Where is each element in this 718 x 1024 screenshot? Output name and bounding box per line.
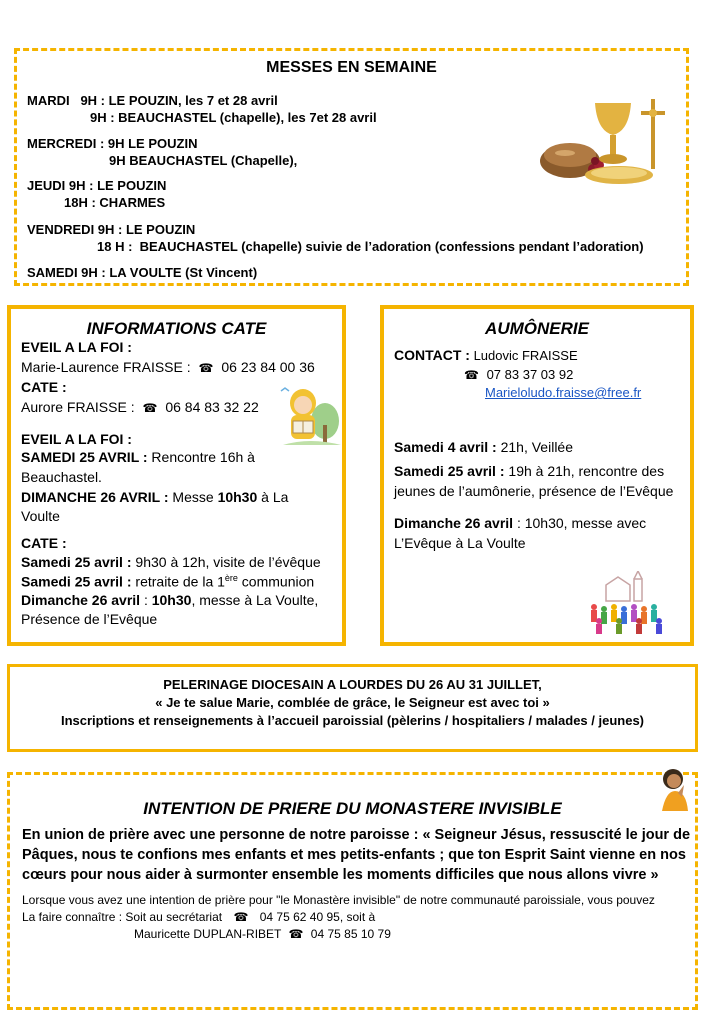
aumonerie-s25-text2: jeunes de l’aumônerie, présence de l’Evêque [394,483,674,499]
aumonerie-title: AUMÔNERIE [485,319,589,338]
aumonerie-d26-text2: L’Evêque à La Voulte [394,535,526,551]
aumonerie-contact-row [394,347,578,363]
jeudi-line-1: JEUDI 9H : LE POUZIN [27,178,167,193]
aumonerie-box [380,305,694,646]
mardi-line-1: MARDI 9H : LE POUZIN, les 7 et 28 avril [27,93,278,108]
cate-dimanche26-place2: Voulte [21,508,60,524]
aumonerie-phone: 07 83 37 03 92 [486,367,574,382]
cate-cate-label: CATE : [21,379,67,395]
cate-eveil-contact-row [21,359,315,375]
cate-samedi25-text: Rencontre 16h à [147,449,255,465]
aumonerie-s25-text: 19h à 21h, rencontre des [504,463,665,479]
cate-samedi25-row [21,449,255,465]
aumonerie-s4-row [394,439,573,455]
intention-box [7,772,698,1010]
intention-small-text-2: La faire connaître : Soit au secrétariat [22,910,223,924]
cate-d26-text: , messe à La Voulte, [191,592,319,608]
cate-eveil-phone: 06 23 84 00 36 [221,359,315,375]
child-reading-illustration [275,381,345,449]
cate-eveil-contact: Marie-Laurence FRAISSE : [21,359,191,375]
praying-child-illustration [658,767,692,813]
crowd-church-illustration [586,571,668,635]
aumonerie-s25-row [394,463,664,479]
phone-icon: ☎ [233,910,249,924]
eucharist-illustration [535,91,675,191]
cate-cate-phone: 06 84 83 32 22 [165,399,259,415]
aumonerie-d26-label: Dimanche 26 avril [394,515,514,531]
cate-d26-text2: Présence de l’Evêque [21,611,158,627]
aumonerie-d26-row [394,515,646,531]
mercredi-line-1: MERCREDI : 9H LE POUZIN [27,136,198,151]
pelerinage-box [7,664,698,752]
phone-icon: ☎ [288,927,304,941]
phone-icon: ☎ [198,361,214,375]
mercredi-line-2: 9H BEAUCHASTEL (Chapelle), [109,153,298,168]
cate-s25b-text: retraite de la 1 [131,573,225,590]
cate-dimanche26-label: DIMANCHE 26 AVRIL : [21,489,169,505]
phone-icon: ☎ [142,401,158,415]
aumonerie-contact-label: CONTACT : [394,347,470,363]
intention-para-line-1: En union de prière avec une personne de notre paroisse : « Seigneur Jésus, ressuscité le jour de [22,827,691,843]
intention-small-name-3: Mauricette DUPLAN-RIBET [134,927,282,941]
aumonerie-s25-label: Samedi 25 avril : [394,463,505,479]
vendredi-line-2: 18 H : BEAUCHASTEL (chapelle) suivie de l’adoration (confessions pendant l’adoration) [97,239,644,254]
intention-small-line-3 [134,927,391,941]
cate-cate-contact-row [21,399,259,415]
cate-s25a-label: Samedi 25 avril : [21,554,132,570]
mardi-line-2: 9H : BEAUCHASTEL (chapelle), les 7et 28 avril [90,110,377,125]
cate-s25b-label: Samedi 25 avril : [21,573,132,590]
intention-para-line-3: cœurs pour nous aider à surmonter ensemble les moments difficiles que nous allons vivre » [22,867,659,883]
aumonerie-s4-text: 21h, Veillée [496,439,574,455]
cate-s25b-row [21,573,314,590]
cate-samedi25-label: SAMEDI 25 AVRIL : [21,449,148,465]
cate-d26-row [21,592,318,608]
intention-small-phone-2: 04 75 62 40 95, soit à [259,910,376,924]
pelerinage-line-2: « Je te salue Marie, comblée de grâce, le Seigneur est avec toi » [155,695,550,710]
aumonerie-s4-label: Samedi 4 avril : [394,439,497,455]
cate-d26-time: 10h30 [151,592,192,608]
intention-small-line-1: Lorsque vous avez une intention de prière pour "le Monastère invisible" de notre communauté paroissiale, vous pouvez [22,893,655,907]
intention-title: INTENTION DE PRIERE DU MONASTERE INVISIBLE [143,799,562,818]
samedi-line: SAMEDI 9H : LA VOULTE (St Vincent) [27,265,258,280]
intention-small-phone-3: 04 75 85 10 79 [310,927,391,941]
cate-samedi25-text2: Beauchastel. [21,469,102,485]
pelerinage-line-1: PELERINAGE DIOCESAIN A LOURDES DU 26 AU 31 JUILLET, [163,677,542,692]
cate-s25a-text: 9h30 à 12h, visite de l’évêque [131,554,321,570]
messes-title: MESSES EN SEMAINE [266,59,437,76]
cate-cate2-label: CATE : [21,535,67,551]
cate-s25a-row [21,554,321,570]
aumonerie-email-link[interactable]: Marieloludo.fraisse@free.fr [485,385,642,400]
cate-box [7,305,346,646]
cate-d26-label: Dimanche 26 avril [21,592,141,608]
cate-cate-contact: Aurore FRAISSE : [21,399,135,415]
aumonerie-d26-text: : 10h30, messe avec [513,515,647,531]
cate-s25b-sup: ère [224,573,238,583]
aumonerie-phone-row [460,367,573,382]
messes-box [14,48,689,286]
cate-title: INFORMATIONS CATE [86,319,267,338]
cate-dimanche26-row [21,489,288,505]
pelerinage-line-3: Inscriptions et renseignements à l’accueil paroissial (pèlerins / hospitaliers / malades / jeunes) [60,713,645,728]
cate-dimanche26-place: à La [257,489,289,505]
cate-s25b-text2: communion [237,573,315,590]
cate-eveil2-label: EVEIL A LA FOI : [21,431,132,447]
cate-eveil-label: EVEIL A LA FOI : [21,339,132,355]
intention-para-line-2: Pâques, nous te confions mes enfants et mes petits-enfants ; que ton Esprit Saint vienne en nos [22,847,686,863]
intention-small-line-2 [22,910,375,924]
aumonerie-contact-name: Ludovic FRAISSE [469,348,578,363]
vendredi-line-1: VENDREDI 9H : LE POUZIN [27,222,196,237]
cate-d26-sep: : [140,592,152,608]
cate-dimanche26-time: 10h30 [217,489,258,505]
phone-icon: ☎ [464,368,479,382]
jeudi-line-2: 18H : CHARMES [64,195,166,210]
cate-dimanche26-text: Messe [168,489,218,505]
